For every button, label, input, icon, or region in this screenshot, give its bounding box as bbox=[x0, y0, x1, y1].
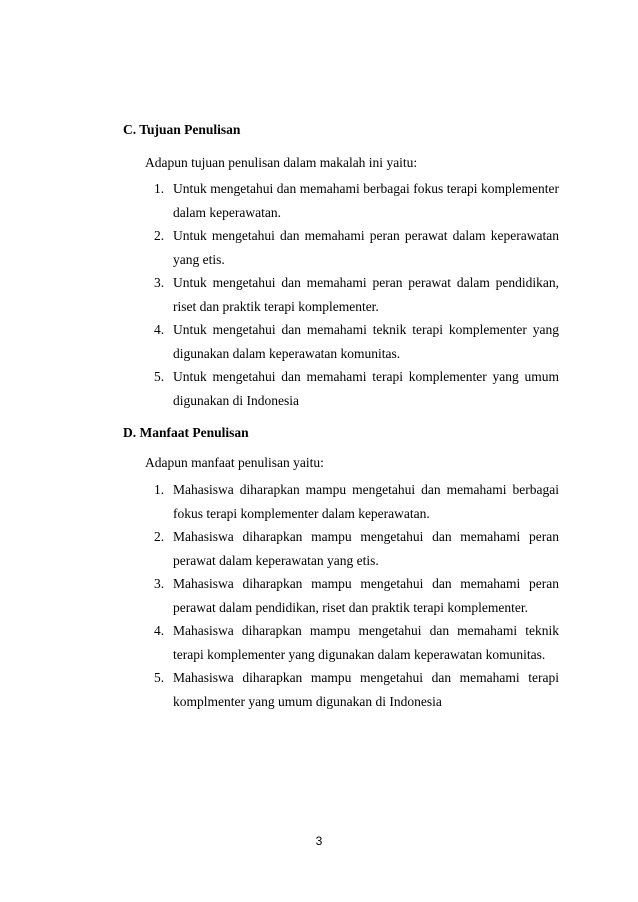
list-item-text: Untuk mengetahui dan memahami terapi komplementer yang umum digunakan di Indonesia bbox=[173, 369, 559, 408]
manfaat-list bbox=[154, 478, 559, 713]
list-item-number: 5. bbox=[154, 670, 165, 685]
list-item bbox=[154, 365, 559, 412]
list-item-number: 4. bbox=[154, 322, 165, 337]
list-item bbox=[154, 666, 559, 713]
list-item-number: 5. bbox=[154, 369, 165, 384]
list-item bbox=[154, 572, 559, 619]
list-item-text: Untuk mengetahui dan memahami teknik terapi komplementer yang digunakan dalam keperawatan komunitas. bbox=[173, 322, 559, 361]
list-item bbox=[154, 224, 559, 271]
section-intro-tujuan: Adapun tujuan penulisan dalam makalah ini yaitu: bbox=[145, 155, 418, 170]
list-item-text: Mahasiswa diharapkan mampu mengetahui dan memahami berbagai fokus terapi komplementer dalam keperawatan. bbox=[173, 482, 559, 521]
list-item-text: Untuk mengetahui dan memahami peran perawat dalam keperawatan yang etis. bbox=[173, 228, 559, 267]
list-item-number: 2. bbox=[154, 529, 165, 544]
list-item-text: Mahasiswa diharapkan mampu mengetahui dan memahami peran perawat dalam pendidikan, riset dan praktik terapi komplementer. bbox=[173, 576, 559, 615]
list-item-number: 2. bbox=[154, 228, 165, 243]
section-intro-manfaat: Adapun manfaat penulisan yaitu: bbox=[145, 455, 324, 470]
list-item-text: Mahasiswa diharapkan mampu mengetahui dan memahami terapi komplmenter yang umum digunakan di Indonesia bbox=[173, 670, 559, 709]
section-heading-manfaat: D. Manfaat Penulisan bbox=[123, 425, 249, 440]
list-item-number: 3. bbox=[154, 576, 165, 591]
list-item-number: 1. bbox=[154, 181, 165, 196]
list-item-text: Untuk mengetahui dan memahami berbagai fokus terapi komplementer dalam keperawatan. bbox=[173, 181, 559, 220]
list-item-number: 1. bbox=[154, 482, 165, 497]
list-item-text: Untuk mengetahui dan memahami peran perawat dalam pendidikan, riset dan praktik terapi komplementer. bbox=[173, 275, 559, 314]
section-heading-tujuan: C. Tujuan Penulisan bbox=[123, 122, 241, 137]
list-item bbox=[154, 271, 559, 318]
list-item-number: 3. bbox=[154, 275, 165, 290]
page-number: 3 bbox=[315, 834, 323, 848]
list-item bbox=[154, 619, 559, 666]
list-item bbox=[154, 318, 559, 365]
list-item bbox=[154, 525, 559, 572]
list-item bbox=[154, 478, 559, 525]
list-item-text: Mahasiswa diharapkan mampu mengetahui dan memahami teknik terapi komplementer yang digunakan dalam keperawatan komunitas. bbox=[173, 623, 559, 662]
tujuan-list bbox=[154, 177, 559, 412]
list-item-number: 4. bbox=[154, 623, 165, 638]
list-item-text: Mahasiswa diharapkan mampu mengetahui dan memahami peran perawat dalam keperawatan yang etis. bbox=[173, 529, 559, 568]
list-item bbox=[154, 177, 559, 224]
